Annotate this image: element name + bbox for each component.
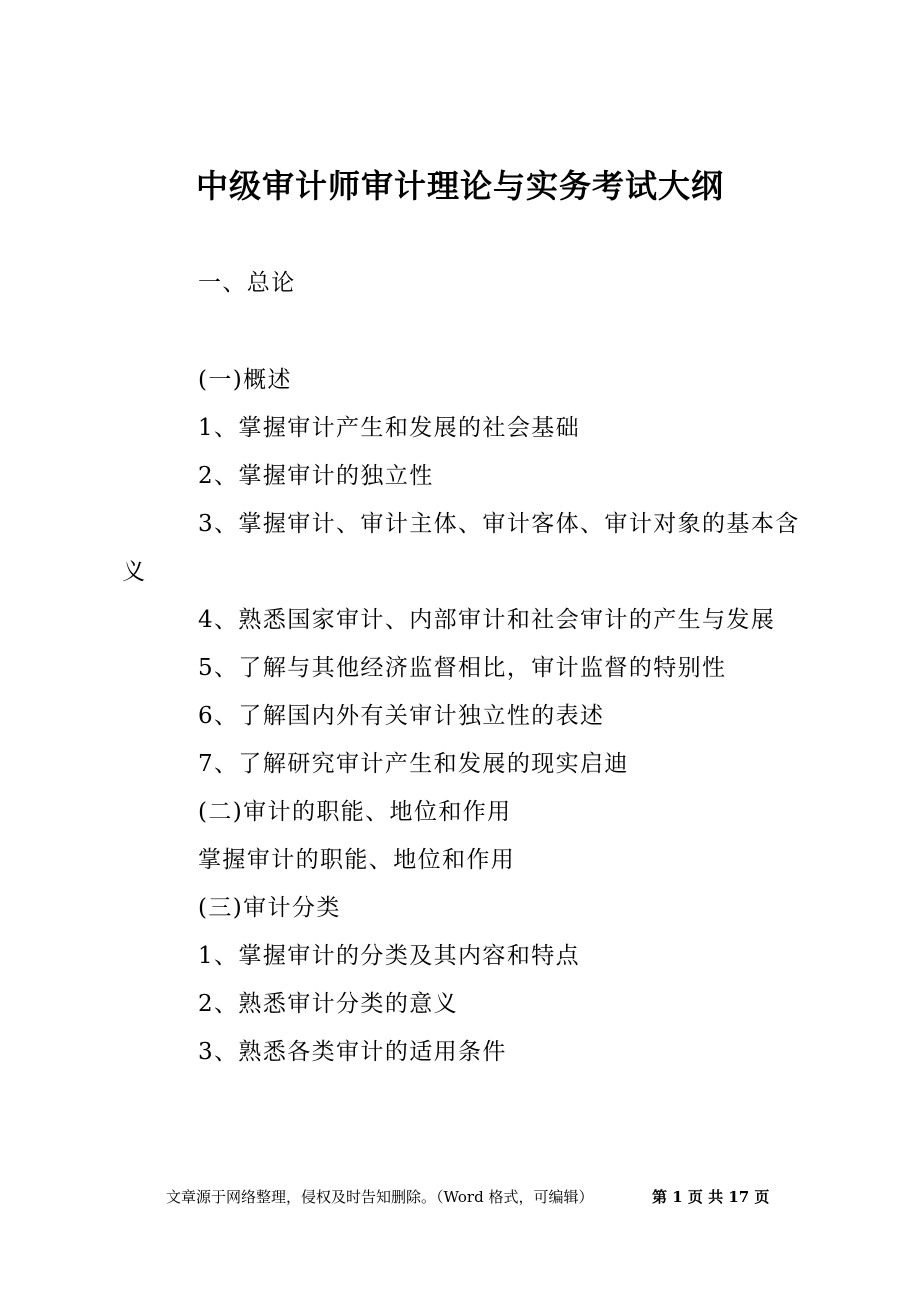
- subsection-heading-overview: (一)概述: [198, 367, 292, 393]
- footer-note: 文章源于网络整理，侵权及时告知删除。（Word 格式，可编辑）: [166, 1188, 594, 1206]
- list-item: 3、熟悉各类审计的适用条件: [198, 1039, 507, 1065]
- list-item: 2、熟悉审计分类的意义: [198, 991, 459, 1017]
- document-title: 中级审计师审计理论与实务考试大纲: [195, 167, 724, 205]
- list-item: 5、了解与其他经济监督相比，审计监督的特别性: [198, 655, 727, 681]
- subsection-heading-classification: (三)审计分类: [198, 895, 341, 921]
- section-heading-general: 一、总论: [198, 270, 296, 296]
- list-item: 1、掌握审计产生和发展的社会基础: [198, 415, 581, 441]
- list-item: 7、了解研究审计产生和发展的现实启迪: [198, 751, 629, 777]
- list-item: 6、了解国内外有关审计独立性的表述: [198, 703, 605, 729]
- list-item: 3、掌握审计、审计主体、审计客体、审计对象的基本含: [198, 511, 800, 537]
- list-item: 1、掌握审计的分类及其内容和特点: [198, 943, 581, 969]
- footer-page-indicator: 第 1 页 共 17 页: [652, 1188, 770, 1206]
- list-item: 4、熟悉国家审计、内部审计和社会审计的产生与发展: [198, 607, 776, 633]
- list-item-continuation: 义: [122, 559, 145, 585]
- subsection-heading-functions: (二)审计的职能、地位和作用: [198, 799, 512, 825]
- paragraph: 掌握审计的职能、地位和作用: [198, 847, 516, 873]
- list-item: 2、掌握审计的独立性: [198, 463, 434, 489]
